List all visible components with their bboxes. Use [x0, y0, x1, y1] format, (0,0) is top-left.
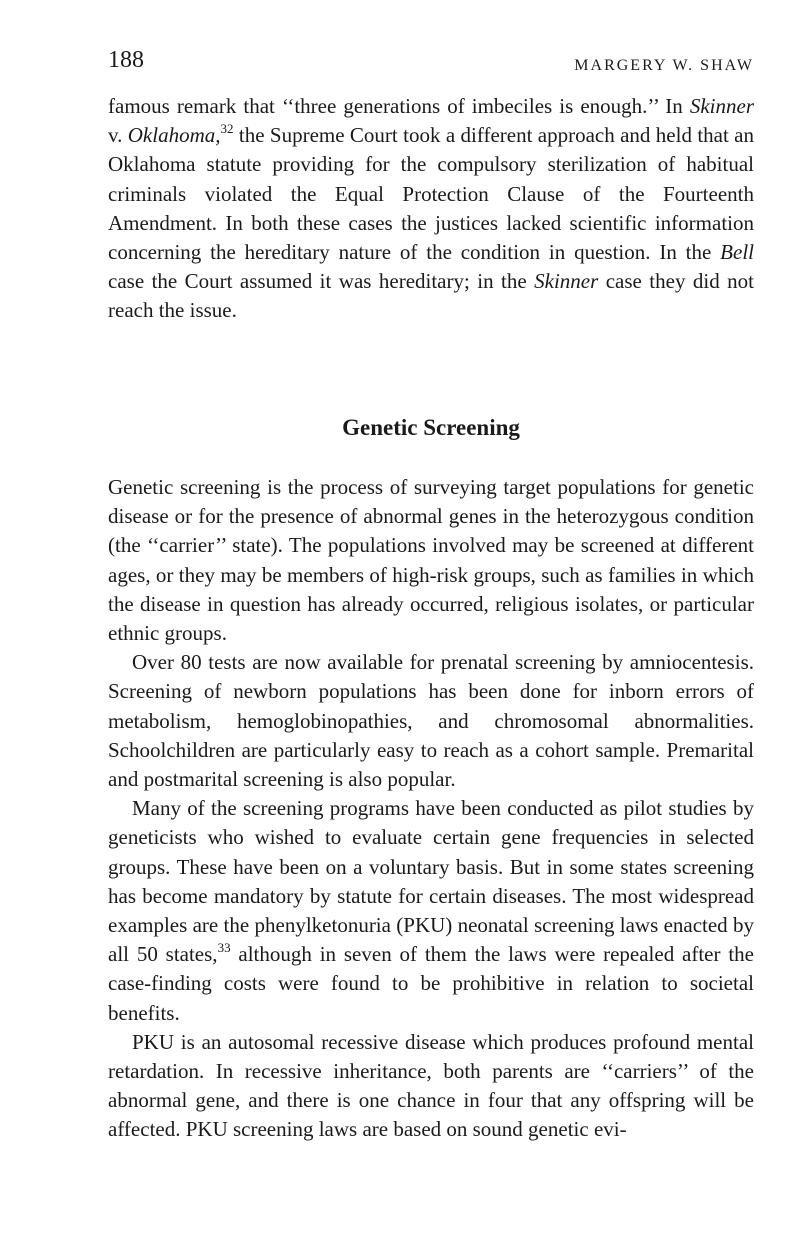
page-header: [108, 46, 754, 80]
body-text-top: [108, 92, 754, 326]
paragraph-text: case they did not reach the issue.: [108, 269, 754, 323]
paragraph: Over 80 tests are now available for prenatal screening by amniocentesis. Screening of newborn populations has been done for inborn errors of metabolism, hemoglobinopathies, and chromosomal abnormalities. Schoolchildren are particularly easy to reach as a cohort sample. Premarital and postmarital screening is also popular.: [108, 650, 754, 792]
paragraph-text: Many of the screening programs have been conducted as pilot studies by geneticists who wished to evaluate certain gene frequencies in selected groups. These have been on a voluntary basis. But in some states screening has become mandatory by statute for certain diseases. The most widespread examples are the phenylketonuria (PKU) neonatal screening laws enacted by all 50 states,: [108, 796, 754, 967]
paragraph: [108, 794, 754, 1028]
paragraph-text: although in seven of them the laws were repealed after the case-finding costs were found to be prohibitive in relation to societal benefits.: [108, 942, 754, 1025]
paragraph-continuation: [108, 92, 754, 326]
case-name: Bell: [720, 240, 754, 265]
paragraph-text: famous remark that ‘‘three generations of imbeciles is enough.’’ In: [108, 94, 690, 118]
section-heading: Genetic Screening: [342, 415, 520, 440]
footnote-marker: 32: [220, 121, 234, 137]
paragraph-text: v.: [108, 123, 128, 148]
page-number: 188: [108, 47, 144, 73]
body-text-section: [108, 473, 754, 1145]
paragraph: PKU is an autosomal recessive disease which produces profound mental retardation. In recessive inheritance, both parents are ‘‘carriers’’ of the abnormal gene, and there is one chance in four that any offspring will be affected. PKU screening laws are based on sound genetic evi-: [108, 1029, 754, 1142]
paragraph-text: case the Court assumed it was hereditary; in the: [108, 269, 535, 294]
footnote-marker: 33: [217, 940, 231, 956]
case-name: Skinner: [689, 94, 754, 118]
case-name: Skinner: [534, 269, 599, 294]
case-name: Oklahoma,: [127, 123, 221, 148]
paragraph-text: the Supreme Court took a different approach and held that an Oklahoma statute providing for the compulsory sterilization of habitual criminals violated the Equal Protection Clause of the Fourteenth Amendment. In both these cases the justices lacked scientific information concerning the hereditary nature of the condition in question. In the: [108, 123, 755, 265]
running-head: MARGERY W. SHAW: [574, 57, 754, 74]
paragraph: Genetic screening is the process of surveying target populations for genetic disease or for the presence of abnormal genes in the heterozygous condition (the ‘‘carrier’’ state). The populations involved may be screened at different ages, or they may be members of high-risk groups, such as families in which the disease in question has already occurred, religious isolates, or particular ethnic groups.: [108, 475, 754, 646]
